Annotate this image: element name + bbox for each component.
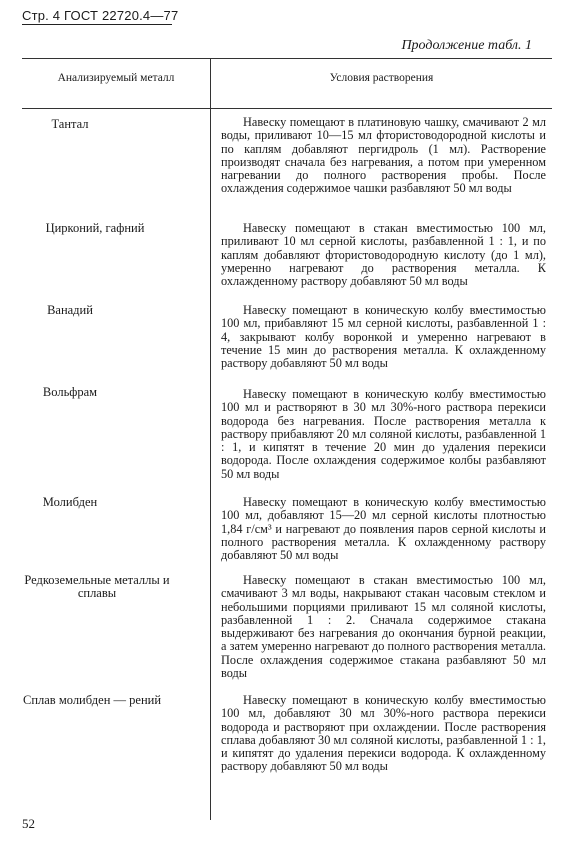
page-header-title: Стр. 4 ГОСТ 22720.4—77 xyxy=(22,8,179,23)
conditions-cell: Навеску помещают в коническую колбу вместимостью 100 мл и растворяют в 30 мл 30%-ного раствора перекиси водорода без нагревания. После растворения металла к раствору прибавляют 20 мл соляной кислоты, разбавленной 1 : 1, и кипятят в течение 20 мин до удаления перекиси водорода. После охлаждения содержимое колбы разбавляют 50 мл воды xyxy=(221,387,546,481)
conditions-cell: Навеску помещают в платиновую чашку, смачивают 2 мл воды, приливают 10—15 мл фтористоводородной кислоты и по каплям добавляют пергидроль (1 мл). Растворение производят сначала без нагревания, а потом при умеренном нагревании до полного растворения пробы. После охлаждения содержимое чашки разбавляют 50 мл воды xyxy=(221,115,546,196)
header-rule xyxy=(22,24,172,25)
conditions-cell: Навеску помещают в коническую колбу вместимостью 100 мл, прибавляют 15 мл серной кислоты, разбавленной 1 : 4, закрывают колбу воронкой и умеренно нагревают в течение 15 мин до растворения металла. К охлажденному раствору добавляют 50 мл воды xyxy=(221,303,546,371)
conditions-cell: Навеску помещают в коническую колбу вместимостью 100 мл, добавляют 15—20 мл серной кислоты плотностью 1,84 г/см³ и нагревают до появления паров серной кислоты и полного растворения металла. К охлажденному раствору добавляют 50 мл воды xyxy=(221,495,546,563)
conditions-cell: Навеску помещают в стакан вместимостью 100 мл, смачивают 3 мл воды, накрывают стакан часовым стеклом и небольшими порциями приливают 15 мл соляной кислоты, разбавленной 1 : 2. Сначала содержимое стакана выдерживают без нагревания до окончания бурной реакции, а затем умеренно нагревают до полного растворения металла. После охлаждения содержимое стакана разбавляют 50 мл воды xyxy=(221,573,546,681)
metal-cell: Вольфрам xyxy=(42,385,98,399)
metal-cell: Цирконий, гафний xyxy=(45,221,145,235)
conditions-cell: Навеску помещают в стакан вместимостью 100 мл, приливают 10 мл серной кислоты, разбавленной 1 : 1, и по каплям добавляют фтористоводородную кислоту (до 1 мл), умеренно нагревают до растворения металла. К охлажденному раствору добавляют 50 мл воды xyxy=(221,221,546,289)
metal-cell: Редкоземельные металлы и сплавы xyxy=(24,573,170,600)
table-top-rule xyxy=(22,58,552,59)
metal-cell: Молибден xyxy=(42,495,98,509)
metal-cell: Сплав молибден — рений xyxy=(22,693,162,707)
dissolution-table xyxy=(22,58,552,820)
column-divider xyxy=(210,58,211,820)
page-number: 52 xyxy=(22,816,35,831)
table-header-rule xyxy=(22,108,552,109)
metal-cell: Ванадий xyxy=(47,303,93,317)
metal-cell: Тантал xyxy=(51,117,89,131)
conditions-cell: Навеску помещают в коническую колбу вместимостью 100 мл, добавляют 30 мл 30%-ного раствора перекиси водорода и растворяют при охлаждении. После растворения сплава добавляют 30 мл соляной кислоты, разбавленной 1 : 1, и кипятят до удаления перекиси водорода. К охлажденному раствору добавляют 50 мл воды xyxy=(221,693,546,774)
column-header-metal: Анализируемый металл xyxy=(57,72,175,84)
column-header-conditions: Условия растворения xyxy=(329,72,434,84)
table-continuation-label: Продолжение табл. 1 xyxy=(401,38,532,53)
